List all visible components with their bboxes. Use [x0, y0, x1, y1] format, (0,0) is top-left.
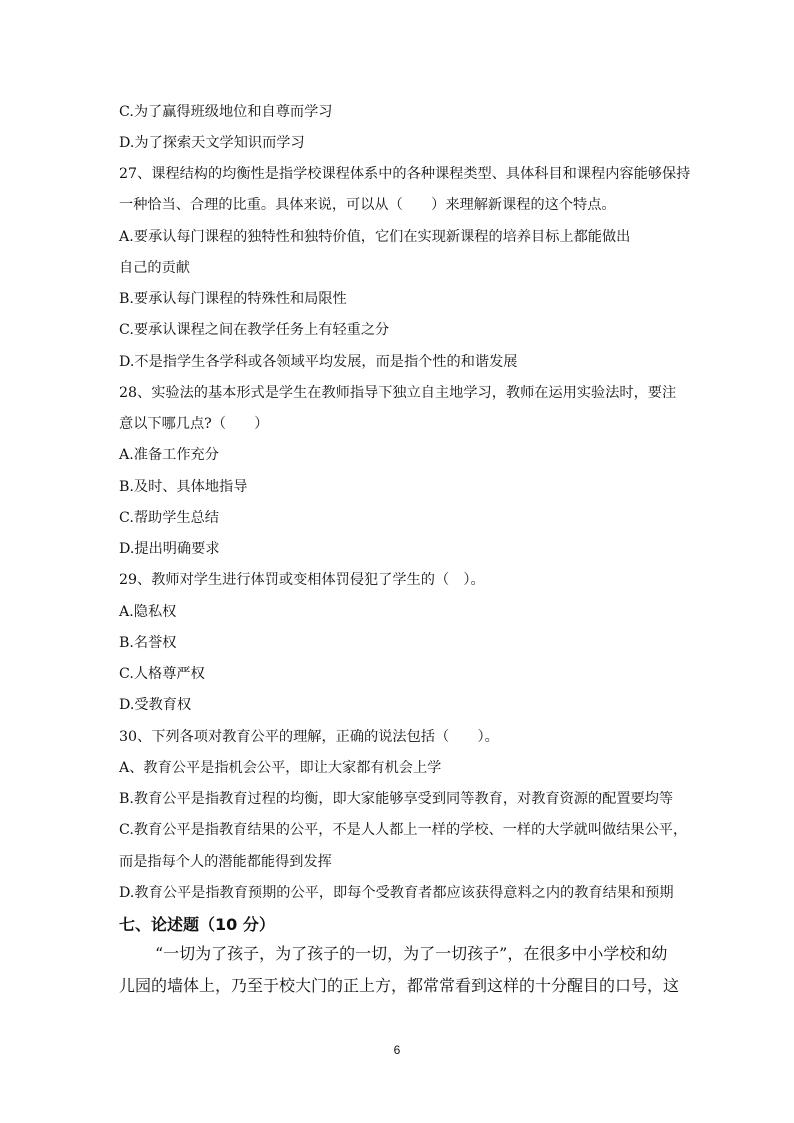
option-c-q28: C.帮助学生总结: [119, 510, 219, 526]
option-d-q28: D.提出明确要求: [119, 541, 220, 557]
option-a-q30: A、教育公平是指机会公平，即让大家都有机会上学: [119, 760, 442, 776]
option-d-q27: D.不是指学生各学科或各领域平均发展，而是指个性的和谐发展: [119, 354, 518, 370]
option-d-q29: D.受教育权: [119, 697, 192, 713]
question-28-line-1: 28、实验法的基本形式是学生在教师指导下独立自主地学习，教师在运用实验法时，要注: [119, 385, 677, 401]
essay-paragraph-line-1: “一切为了孩子，为了孩子的一切，为了一切孩子”，在很多中小学校和幼: [155, 944, 668, 963]
option-a-q27-line-1: A.要承认每门课程的独特性和独特价值，它们在实现新课程的培养目标上都能做出: [119, 229, 631, 245]
option-c-q26: C.为了赢得班级地位和自尊而学习: [119, 104, 333, 120]
question-29: 29、教师对学生进行体罚或变相体罚侵犯了学生的（ ）。: [119, 572, 485, 588]
option-c-q29: C.人格尊严权: [119, 666, 205, 682]
page-number: 6: [393, 1043, 401, 1057]
question-27-line-1: 27、课程结构的均衡性是指学校课程体系中的各种课程类型、具体科目和课程内容能够保持: [119, 166, 691, 182]
question-28-line-2: 意以下哪几点?（ ）: [119, 416, 269, 432]
option-c-q30-line-1: C.教育公平是指教育结果的公平，不是人人都上一样的学校、一样的大学就叫做结果公平，: [119, 822, 688, 838]
option-b-q27: B.要承认每门课程的特殊性和局限性: [119, 291, 347, 307]
option-d-q26: D.为了探索天文学知识而学习: [119, 135, 305, 151]
option-b-q30: B.教育公平是指教育过程的均衡，即大家能够享受到同等教育，对教育资源的配置要均等: [119, 791, 674, 807]
section-title-essay: 七、论述题（10 分）: [119, 915, 275, 934]
option-b-q29: B.名誉权: [119, 635, 177, 651]
question-30: 30、下列各项对教育公平的理解，正确的说法包括（ ）。: [119, 729, 499, 745]
question-27-line-2: 一种恰当、合理的比重。具体来说，可以从（ ）来理解新课程的这个特点。: [119, 197, 616, 213]
essay-paragraph-line-2: 儿园的墙体上，乃至于校大门的正上方，都常常看到这样的十分醒目的口号，这: [119, 976, 680, 995]
option-d-q30: D.教育公平是指教育预期的公平，即每个受教育者都应该获得意料之内的教育结果和预期: [119, 885, 674, 901]
option-a-q27-line-2: 自己的贡献: [119, 260, 190, 276]
option-a-q29: A.隐私权: [119, 604, 177, 620]
option-c-q30-line-2: 而是指每个人的潜能都能得到发挥: [119, 854, 332, 870]
option-b-q28: B.及时、具体地指导: [119, 479, 248, 495]
option-c-q27: C.要承认课程之间在教学任务上有轻重之分: [119, 322, 390, 338]
option-a-q28: A.准备工作充分: [119, 447, 219, 463]
